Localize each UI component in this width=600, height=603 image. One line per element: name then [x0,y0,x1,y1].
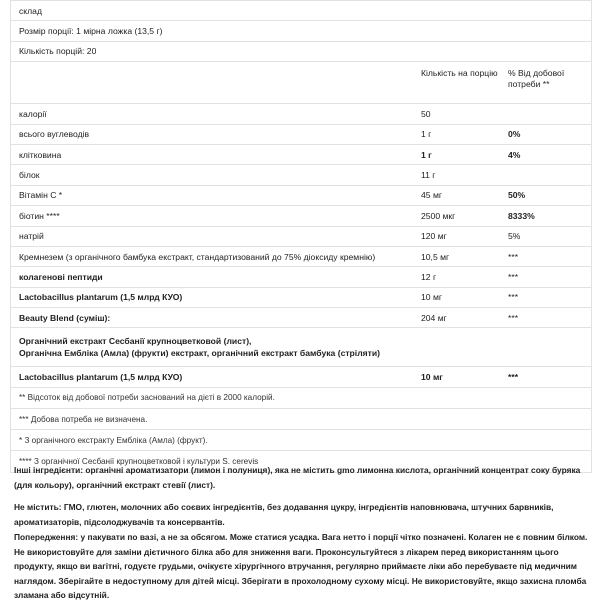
nutrient-name: Lactobacillus plantarum (1,5 млрд КУО) [19,372,183,383]
nutrient-name: натрій [19,231,44,242]
nutrient-dv: *** [508,251,519,262]
blend-line-2: Органічна Ембліка (Амла) (фрукти) екстракт, органічний екстракт бамбука (стріляти) [19,348,381,359]
column-header-row [11,61,591,103]
footnote-text: *** Добова потреба не визначена. [19,414,148,424]
nutrient-dv: 4% [508,149,521,160]
nutrient-amount: 11 г [421,170,436,181]
warning-text: Попередження: у пакувати по вазі, а не за обсягом. Може статися усадка. Вага нетто і порції чітко позначені. Колаген не є повним білком. Не використовуйте для заміни дієтичного білка або для зниження ваги. Проконсультуйтеся з лікарем перед використанням цього продукту, якщо ви вагітні, годуєте грудьми, очікуєте хірургічного втручання, регулярно приймаєте ліки або перебуваєте під медичним наглядом. Зберігайте в недоступному для дітей місці. Зберігати в прохолодному сухому місці. Не використовуйте, якщо захисна пломба зламана або відсутній. [14,532,588,600]
nutrient-name: всього вуглеводів [19,129,90,140]
nutrient-row [11,144,591,164]
nutrient-dv: 0% [508,129,521,140]
nutrient-row [11,246,591,266]
nutrient-row [11,205,591,225]
nutrient-name: клітковина [19,149,62,160]
nutrient-name: Beauty Blend (суміш): [19,312,111,323]
nutrient-dv: 5% [508,231,521,242]
serving-size-row [11,20,591,40]
other-ingredients: Інші інгредієнти: органічні ароматизатори (лимон і полуниця), яка не містить gmo лимонна кислота, органічний концентрат соку буряка (для кольору), органічний екстракт стевії (лист). [14,465,581,490]
nutrient-dv: 8333% [508,210,535,221]
nutrient-amount: 1 г [421,129,432,140]
nutrient-amount: 1 г [421,149,432,160]
nutrient-dv: *** [508,271,519,282]
footnote [11,408,591,429]
nutrient-row [11,185,591,205]
nutrient-name: колагенові пептиди [19,271,103,282]
footnote-text: ** Відсоток від добової потреби заснований на дієті в 2000 калорій. [19,393,275,403]
nutrient-row [11,307,591,327]
nutrient-row [11,226,591,246]
header-daily-value: % Від добової потреби ** [508,68,565,89]
nutrient-dv: *** [508,292,519,303]
nutrient-amount: 10 мг [421,292,442,303]
nutrient-name: калорії [19,108,47,119]
serving-size: Розмір порції: 1 мірна ложка (13,5 г) [19,26,163,37]
blend-ingredients-row [11,327,591,366]
nutrient-row [11,366,591,386]
nutrient-amount: 12 г [421,271,437,282]
footnote-text: **** З органічної Сесбанії крупноцветковой і культури S. cerevis [19,457,259,467]
nutrient-amount: 120 мг [421,231,447,242]
nutrient-dv: 50% [508,190,526,201]
supplement-facts-table [10,0,592,473]
nutrient-name: Вітамін С * [19,190,63,201]
nutrient-name: Lactobacillus plantarum (1,5 млрд КУО) [19,292,183,303]
header-amount: Кількість на порцію [421,68,498,79]
blend-ingredients [19,335,591,359]
nutrient-row [11,287,591,307]
nutrient-amount: 10,5 мг [421,251,450,262]
nutrient-name: Кремнезем (з органічного бамбука екстракт, стандартизований до 75% діоксиду кремнію) [19,251,376,262]
nutrient-row [11,164,591,184]
nutrient-dv: *** [508,312,519,323]
nutrient-amount: 50 [421,108,431,119]
nutrient-row [11,103,591,123]
nutrient-amount: 204 мг [421,312,447,323]
nutrient-row [11,124,591,144]
nutrient-dv: *** [508,372,519,383]
nutrient-amount: 2500 мкг [421,210,456,221]
footnote [11,429,591,450]
facts-title-row [11,0,591,20]
footnote [11,387,591,408]
servings-count: Кількість порцій: 20 [19,46,97,57]
footnote-text: * З органічного екстракту Ембліка (Амла) (фрукт). [19,435,208,445]
blend-line-1: Органічний екстракт Сесбанії крупноцветковой (лист), [19,336,252,347]
nutrient-name: біотин **** [19,210,60,221]
nutrient-name: білок [19,170,40,181]
servings-row [11,41,591,61]
nutrient-amount: 10 мг [421,372,443,383]
nutrient-row [11,266,591,286]
facts-title: склад [19,5,42,16]
nutrient-amount: 45 мг [421,190,442,201]
free-of-statement: Не містить: ГМО, глютен, молочних або соєвих інгредієнтів, без додавання цукру, інгредієнтів наповнювача, штучних барвників, ароматизаторів, підсолоджувачів та консервантів. [14,502,554,527]
